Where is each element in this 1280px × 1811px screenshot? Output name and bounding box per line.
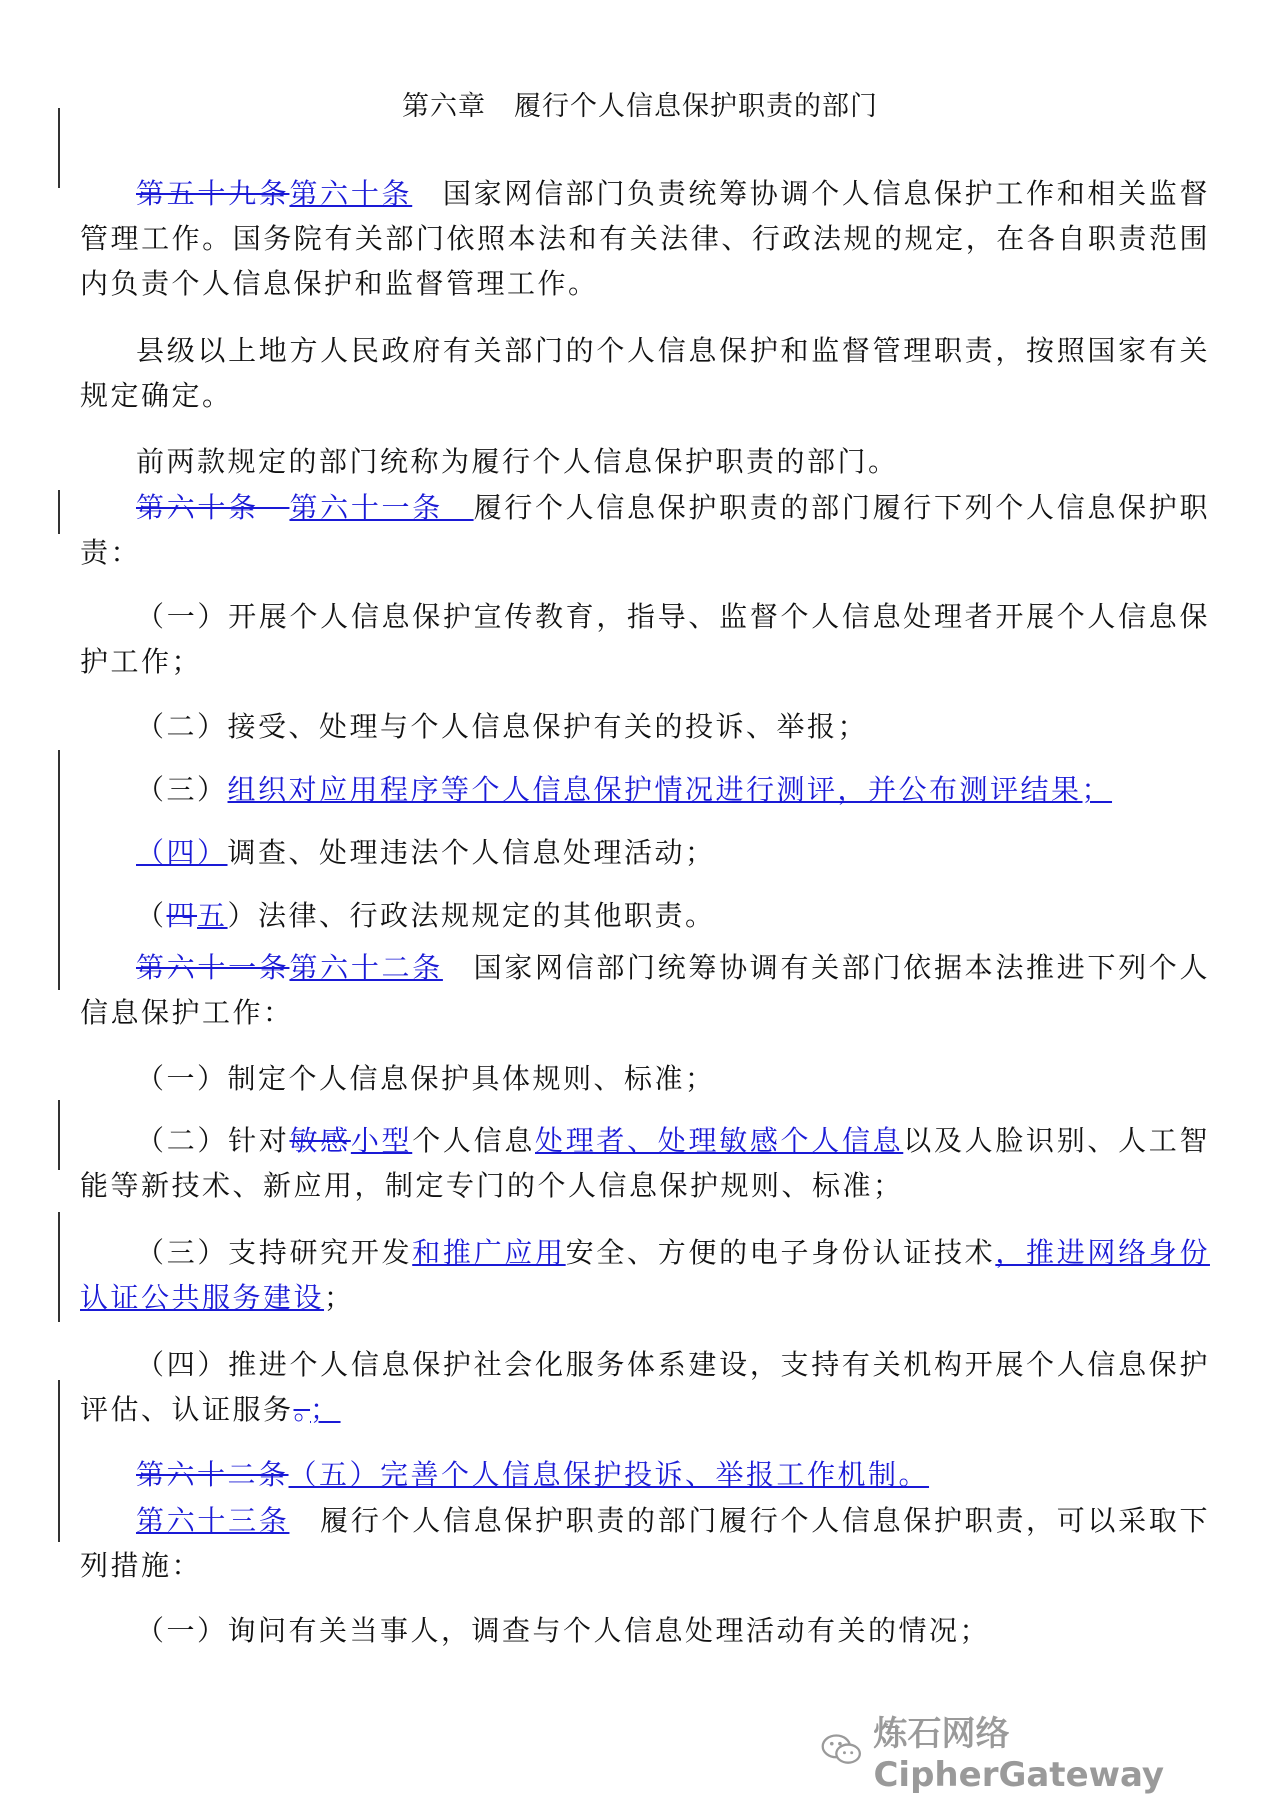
- inserted-text: ，推进网络身份认证公共服务建设: [80, 1236, 1210, 1314]
- inserted-text: （五）完善个人信息保护投诉、举报工作机制。: [288, 1458, 930, 1491]
- list-item: （一）询问有关当事人，调查与个人信息处理活动有关的情况；: [136, 1614, 991, 1647]
- inserted-text: （四）: [136, 836, 228, 869]
- list-item: （三）支持研究开发和推广应用安全、方便的电子身份认证技术，推进网络身份认证公共服务建设；: [80, 1236, 1210, 1314]
- deleted-text: 四: [166, 899, 198, 932]
- article-text: 履行个人信息保护职责的部门履行下列个人信息保护职责：: [80, 491, 1210, 569]
- list-item: （一）开展个人信息保护宣传教育，指导、监督个人信息处理者开展个人信息保护工作；: [80, 600, 1210, 678]
- article-text: 履行个人信息保护职责的部门履行个人信息保护职责，可以采取下列措施：: [80, 1504, 1210, 1582]
- deleted-article-number: 第六十二条: [136, 1458, 289, 1491]
- list-item: （三）组织对应用程序等个人信息保护情况进行测评，并公布测评结果；: [136, 773, 1113, 806]
- inserted-article-number: 第六十二条: [289, 951, 443, 984]
- list-item: （二）针对敏感小型个人信息处理者、处理敏感个人信息以及人脸识别、人工智能等新技术、新应用，制定专门的个人信息保护规则、标准；: [80, 1124, 1210, 1202]
- deleted-article-number: 第五十九条: [136, 177, 290, 210]
- list-item: （四）调查、处理违法个人信息处理活动；: [136, 836, 716, 869]
- article-61: [80, 485, 1210, 575]
- chapter-title: 第六章 履行个人信息保护职责的部门: [402, 91, 878, 122]
- change-bar: [58, 1380, 60, 1542]
- inserted-article-number: 第六十条: [289, 177, 413, 210]
- article-text: 国家网信部门负责统筹协调个人信息保护工作和相关监督管理工作。国务院有关部门依照本法和有关法律、行政法规的规定，在各自职责范围内负责个人信息保护和监督管理工作。: [80, 177, 1210, 300]
- change-bar: [58, 750, 60, 990]
- change-bar: [58, 490, 60, 534]
- inserted-text: 五: [197, 899, 228, 932]
- deleted-article-number: 第六十一条: [136, 951, 290, 984]
- deleted-text: 敏感: [289, 1124, 351, 1157]
- article-60: [80, 171, 1210, 306]
- inserted-text: 组织对应用程序等个人信息保护情况进行测评，并公布测评结果；: [227, 773, 1113, 806]
- list-item: [80, 1452, 1210, 1497]
- article-60-paragraph-2: 县级以上地方人民政府有关部门的个人信息保护和监督管理职责，按照国家有关规定确定。: [80, 334, 1210, 412]
- inserted-text: ；: [310, 1393, 341, 1426]
- inserted-article-number: 第六十一条: [289, 491, 474, 524]
- list-item: （二）接受、处理与个人信息保护有关的投诉、举报；: [136, 710, 869, 743]
- inserted-text: 处理者、处理敏感个人信息: [535, 1124, 904, 1157]
- watermark: [820, 1713, 1260, 1795]
- list-item: （四）推进个人信息保护社会化服务体系建设，支持有关机构开展个人信息保护评估、认证服务。；: [80, 1348, 1210, 1426]
- article-62: [80, 945, 1210, 1035]
- watermark-text: 炼石网络CipherGateway: [873, 1713, 1165, 1795]
- change-bar: [58, 1100, 60, 1170]
- inserted-text: 和推广应用: [412, 1236, 566, 1269]
- deleted-article-number: 第六十条: [136, 491, 290, 524]
- article-63: [80, 1498, 1210, 1588]
- inserted-text: 小型: [350, 1124, 413, 1157]
- list-item: （四五）法律、行政法规规定的其他职责。: [136, 899, 716, 932]
- change-bar: [58, 1212, 60, 1322]
- deleted-text: 。: [293, 1393, 311, 1426]
- article-text: 国家网信部门统筹协调有关部门依据本法推进下列个人信息保护工作：: [80, 951, 1210, 1029]
- wechat-icon: [820, 1730, 863, 1770]
- list-item: （一）制定个人信息保护具体规则、标准；: [136, 1062, 716, 1095]
- inserted-article-number: 第六十三条: [136, 1504, 290, 1537]
- article-60-paragraph-3: 前两款规定的部门统称为履行个人信息保护职责的部门。: [136, 445, 899, 478]
